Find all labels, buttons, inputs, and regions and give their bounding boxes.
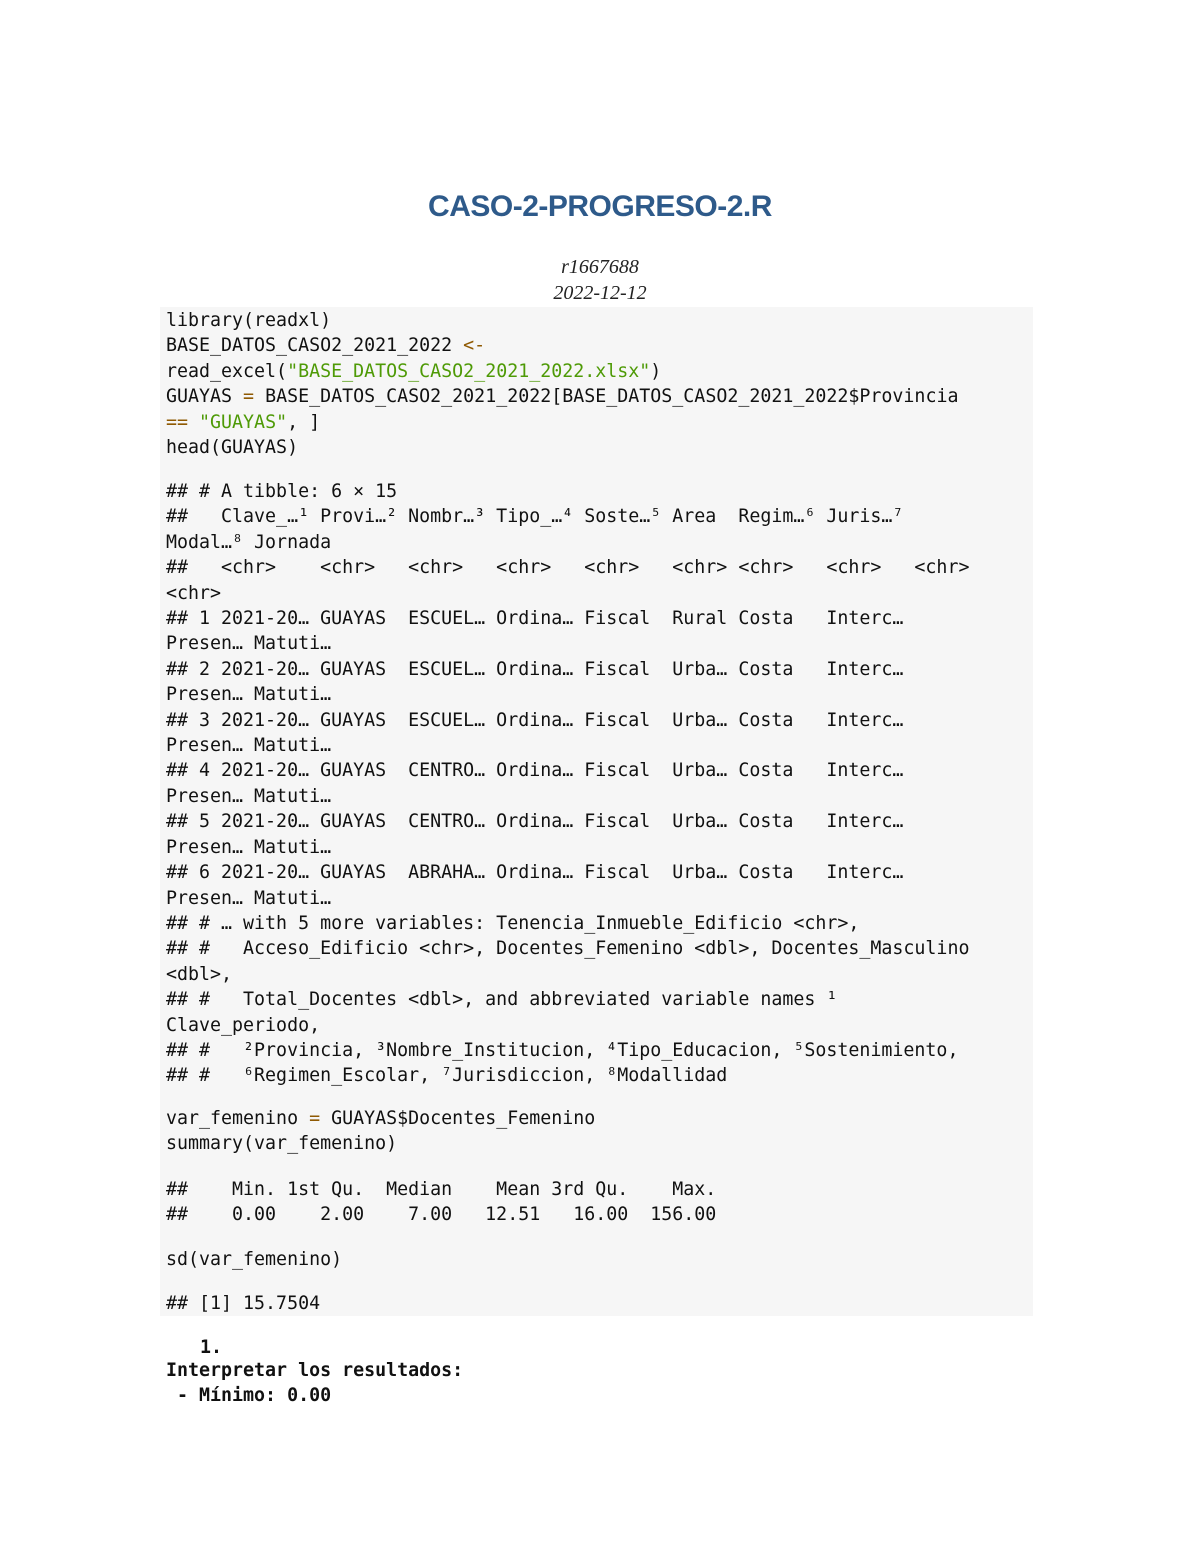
summary-output: ## Min. 1st Qu. Median Mean 3rd Qu. Max. ## 0.00 2.00 7.00 12.51 16.00 156.00 bbox=[166, 1179, 728, 1226]
list-item-number: 1. bbox=[200, 1337, 223, 1358]
code-block-summary: var_femenino = GUAYAS$Docentes_Femenino summary(var_femenino) bbox=[166, 1108, 596, 1155]
tibble-output: ## # A tibble: 6 × 15 ## Clave_…¹ Provi…² Nombr…³ Tipo_…⁴ Soste…⁵ Area Regim…⁶ Juris…⁷ Modal…⁸ Jornada ## <chr> <chr> <chr> <chr> <chr> <chr> <chr> <chr> <chr> <chr> ## 1 2021-20… GUAYAS ESCUEL… Ordina… Fiscal Rural Costa Interc… Presen… Matuti… ## 2 2021-20… GUAYAS ESCUEL… Ordina… Fiscal Urba… Costa Interc… Presen… Matuti… ## 3 2021-20… GUAYAS ESCUEL… Ordina… Fiscal Urba… Costa Interc… Presen… Matuti… ## 4 2021-20… GUAYAS CENTRO… Ordina… Fiscal Urba… Costa Interc… Presen… Matuti… ## 5 2021-20… GUAYAS CENTRO… Ordina… Fiscal Urba… Costa Interc… Presen… Matuti… ## 6 2021-20… GUAYAS ABRAHA… Ordina… Fiscal Urba… Costa Interc… Presen… Matuti… ## # … with 5 more variables: Tenencia_Inmueble_Edificio <chr>, ## # Acceso_Edificio <chr>, Docentes_Femenino <dbl>, Docentes_Masculino <dbl>, ## # Total_Docentes <dbl>, and abbreviated variable names ¹ Clave_periodo, ## # ²Provincia, ³Nombre_Institucion, ⁴Tipo_Educacion, ⁵Sostenimiento, ## # ⁶Regimen_Escolar, ⁷Jurisdiccion, ⁸Modallidad bbox=[166, 481, 970, 1087]
document-title: CASO-2-PROGRESO-2.R bbox=[428, 190, 772, 223]
interpretation-text bbox=[166, 1358, 463, 1408]
document-author: r1667688 bbox=[561, 256, 639, 278]
interpretation-item: - Mínimo: 0.00 bbox=[166, 1385, 332, 1406]
sd-output: ## [1] 15.7504 bbox=[166, 1293, 321, 1314]
code-block-read-data: library(readxl) BASE_DATOS_CASO2_2021_2022 <- read_excel("BASE_DATOS_CASO2_2021_2022.xlsx") GUAYAS = BASE_DATOS_CASO2_2021_2022[BASE_DATOS_CASO2_2021_2022$Provincia == "GUAYAS", ] head(GUAYAS) bbox=[166, 310, 959, 459]
code-block-sd: sd(var_femenino) bbox=[166, 1249, 343, 1270]
document-date: 2022-12-12 bbox=[553, 282, 647, 304]
interpretation-heading: Interpretar los resultados: bbox=[166, 1360, 464, 1381]
